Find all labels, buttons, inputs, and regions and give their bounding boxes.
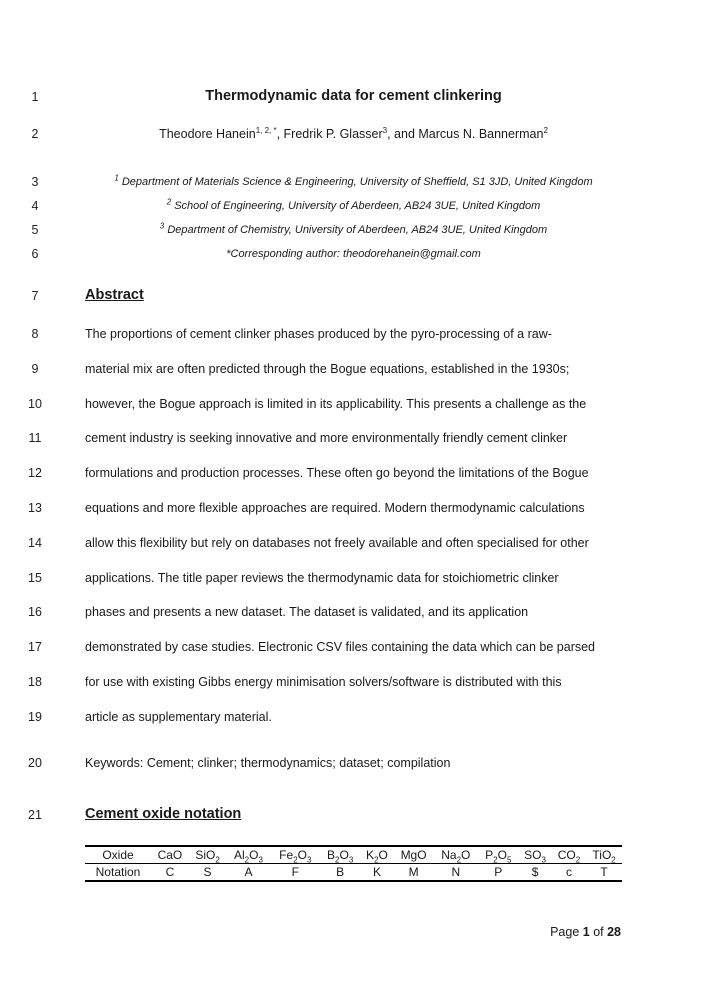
oxide-row bbox=[85, 846, 622, 864]
abstract-line: for use with existing Gibbs energy minimisation solvers/software is distributed with this bbox=[85, 675, 562, 689]
abstract-line: article as supplementary material. bbox=[85, 710, 272, 724]
oxide-formula-part: Na bbox=[441, 848, 457, 862]
oxide-formula-part: 3 bbox=[306, 855, 312, 865]
line-number: 4 bbox=[31, 199, 39, 213]
line-number: 8 bbox=[31, 327, 39, 341]
oxide-formula-part: 2 bbox=[575, 855, 581, 865]
oxide-cell bbox=[320, 846, 360, 864]
line-number: 13 bbox=[28, 501, 42, 515]
oxide-formula-part: 2 bbox=[374, 855, 379, 865]
oxide-cell bbox=[226, 846, 270, 864]
affiliation-mark: 3 bbox=[159, 221, 165, 231]
oxide-formula-part: Al bbox=[233, 848, 245, 862]
line-number: 21 bbox=[28, 808, 42, 822]
affiliation-mark: 2 bbox=[166, 197, 172, 207]
line-number: 15 bbox=[28, 571, 42, 585]
affiliation-text: Department of Chemistry, University of Aberdeen, AB24 3UE, United Kingdom bbox=[167, 224, 548, 236]
oxide-formula-part: 2 bbox=[335, 855, 340, 865]
affiliation-mark: 1 bbox=[114, 173, 119, 183]
oxide-cell bbox=[394, 846, 434, 864]
oxide-formula-part: O bbox=[339, 848, 349, 862]
oxide-cell bbox=[586, 846, 622, 864]
oxide-formula-part: 2 bbox=[611, 855, 616, 865]
oxide-formula-part: CO bbox=[557, 848, 576, 862]
footer-prefix: Page bbox=[550, 925, 583, 939]
abstract-line: cement industry is seeking innovative and more environmentally friendly cement clinker bbox=[85, 431, 568, 445]
author-name: Fredrik P. Glasser bbox=[283, 127, 383, 141]
notation-cell: C bbox=[165, 865, 175, 879]
notation-cell: T bbox=[600, 865, 608, 879]
oxide-formula-part: 2 bbox=[493, 855, 498, 865]
line-number: 14 bbox=[28, 536, 42, 550]
author-separator: , and bbox=[387, 127, 419, 141]
oxide-formula-part: B bbox=[327, 848, 336, 862]
oxide-formula-part: O bbox=[297, 848, 307, 862]
notation-cell: K bbox=[372, 865, 381, 879]
page-number: 1 bbox=[582, 925, 590, 939]
line-number: 3 bbox=[31, 175, 39, 189]
oxide-formula-part: O bbox=[378, 848, 388, 862]
oxide-formula-part: 2 bbox=[456, 855, 462, 865]
line-number: 16 bbox=[28, 605, 42, 619]
oxide-cell bbox=[189, 846, 226, 864]
notation-cell: S bbox=[203, 865, 212, 879]
abstract-line: The proportions of cement clinker phases produced by the pyro-processing of a raw- bbox=[85, 327, 552, 341]
line-number: 9 bbox=[31, 362, 39, 376]
line-number: 1 bbox=[31, 90, 39, 104]
author-name: Marcus N. Bannerman bbox=[418, 127, 544, 141]
line-number: 12 bbox=[28, 466, 42, 480]
page-total: 28 bbox=[607, 925, 621, 939]
oxide-cell bbox=[434, 846, 479, 864]
page-footer bbox=[550, 925, 621, 939]
oxide-cell bbox=[552, 846, 586, 864]
author-affiliation-mark: 2 bbox=[543, 125, 548, 135]
notation-cell: M bbox=[408, 865, 419, 879]
oxide-formula-part: K bbox=[366, 848, 375, 862]
abstract-line: allow this flexibility but rely on databases not freely available and often specialised for other bbox=[85, 536, 589, 550]
oxide-formula-part: 2 bbox=[293, 855, 298, 865]
oxide-formula-part: O bbox=[461, 848, 471, 862]
author-separator: , bbox=[276, 127, 284, 141]
section-heading-abstract: Abstract bbox=[85, 287, 144, 303]
affiliation-text: Department of Materials Science & Engineering, University of Sheffield, S1 3JD, United Kingdom bbox=[121, 176, 593, 188]
abstract-line: however, the Bogue approach is limited in its applicability. This presents a challenge as the bbox=[85, 397, 587, 411]
line-number: 17 bbox=[28, 640, 42, 654]
line-number: 6 bbox=[31, 247, 39, 261]
line-number: 5 bbox=[31, 223, 39, 237]
oxide-cell bbox=[271, 846, 320, 864]
notation-cell: B bbox=[336, 865, 345, 879]
oxide-formula-part: TiO bbox=[592, 848, 612, 862]
oxide-cell bbox=[151, 846, 189, 864]
oxide-formula-part: 3 bbox=[348, 855, 354, 865]
row-label: Oxide bbox=[85, 846, 151, 864]
notation-cell: F bbox=[291, 865, 299, 879]
oxide-cell bbox=[478, 846, 518, 864]
abstract-line: phases and presents a new dataset. The dataset is validated, and its application bbox=[85, 605, 529, 619]
notation-cell: c bbox=[565, 865, 572, 879]
oxide-formula-part: O bbox=[249, 848, 259, 862]
abstract-line: demonstrated by case studies. Electronic CSV files containing the data which can be parsed bbox=[85, 640, 596, 654]
author-list bbox=[85, 127, 622, 141]
abstract-line: material mix are often predicted through the Bogue equations, established in the 1930s; bbox=[85, 362, 570, 376]
oxide-formula-part: SiO bbox=[195, 848, 216, 862]
line-number: 11 bbox=[28, 431, 42, 445]
row-label: Notation bbox=[95, 865, 141, 879]
oxide-formula-part: MgO bbox=[400, 848, 427, 862]
affiliation bbox=[85, 197, 622, 212]
author-affiliation-mark: 1, 2, * bbox=[255, 125, 277, 135]
oxide-formula-part: 3 bbox=[258, 855, 263, 865]
abstract-line: equations and more flexible approaches are required. Modern thermodynamic calculations bbox=[85, 501, 585, 515]
section-heading-notation: Cement oxide notation bbox=[85, 806, 242, 822]
oxide-cell bbox=[360, 846, 393, 864]
author-affiliation-mark: 3 bbox=[382, 125, 388, 135]
line-number: 20 bbox=[28, 756, 42, 770]
oxide-notation-table bbox=[85, 845, 622, 882]
line-number: 18 bbox=[28, 675, 42, 689]
line-number: 19 bbox=[28, 710, 42, 724]
oxide-formula-part: O bbox=[497, 848, 507, 862]
oxide-formula-part: P bbox=[485, 848, 494, 862]
affiliation-text: School of Engineering, University of Aberdeen, AB24 3UE, United Kingdom bbox=[174, 200, 541, 212]
abstract-line: applications. The title paper reviews the thermodynamic data for stoichiometric clinker bbox=[85, 571, 559, 585]
line-number: 7 bbox=[31, 289, 39, 303]
notation-cell: A bbox=[244, 865, 253, 879]
oxide-formula-part: 2 bbox=[244, 855, 250, 865]
oxide-cell bbox=[518, 846, 551, 864]
oxide-formula-part: 5 bbox=[506, 855, 512, 865]
line-number: 2 bbox=[31, 127, 39, 141]
line-number: 10 bbox=[28, 397, 42, 411]
abstract-line: formulations and production processes. These often go beyond the limitations of the Bogue bbox=[85, 466, 589, 480]
corresponding-author: *Corresponding author: theodorehanein@gmail.com bbox=[226, 248, 481, 260]
oxide-formula-part: 2 bbox=[215, 855, 220, 865]
affiliation bbox=[85, 221, 622, 236]
notation-cell: P bbox=[494, 865, 503, 879]
oxide-formula-part: CaO bbox=[157, 848, 183, 862]
footer-middle: of bbox=[589, 925, 608, 939]
author-name: Theodore Hanein bbox=[159, 127, 256, 141]
notation-cell: $ bbox=[531, 865, 539, 879]
notation-cell: N bbox=[451, 865, 461, 879]
oxide-formula-part: 3 bbox=[541, 855, 546, 865]
oxide-formula-part: SO bbox=[524, 848, 542, 862]
paper-title: Thermodynamic data for cement clinkering bbox=[205, 88, 502, 104]
notation-row bbox=[85, 864, 622, 882]
affiliation bbox=[85, 173, 622, 188]
keywords: Keywords: Cement; clinker; thermodynamics; dataset; compilation bbox=[85, 756, 451, 770]
oxide-formula-part: Fe bbox=[279, 848, 294, 862]
